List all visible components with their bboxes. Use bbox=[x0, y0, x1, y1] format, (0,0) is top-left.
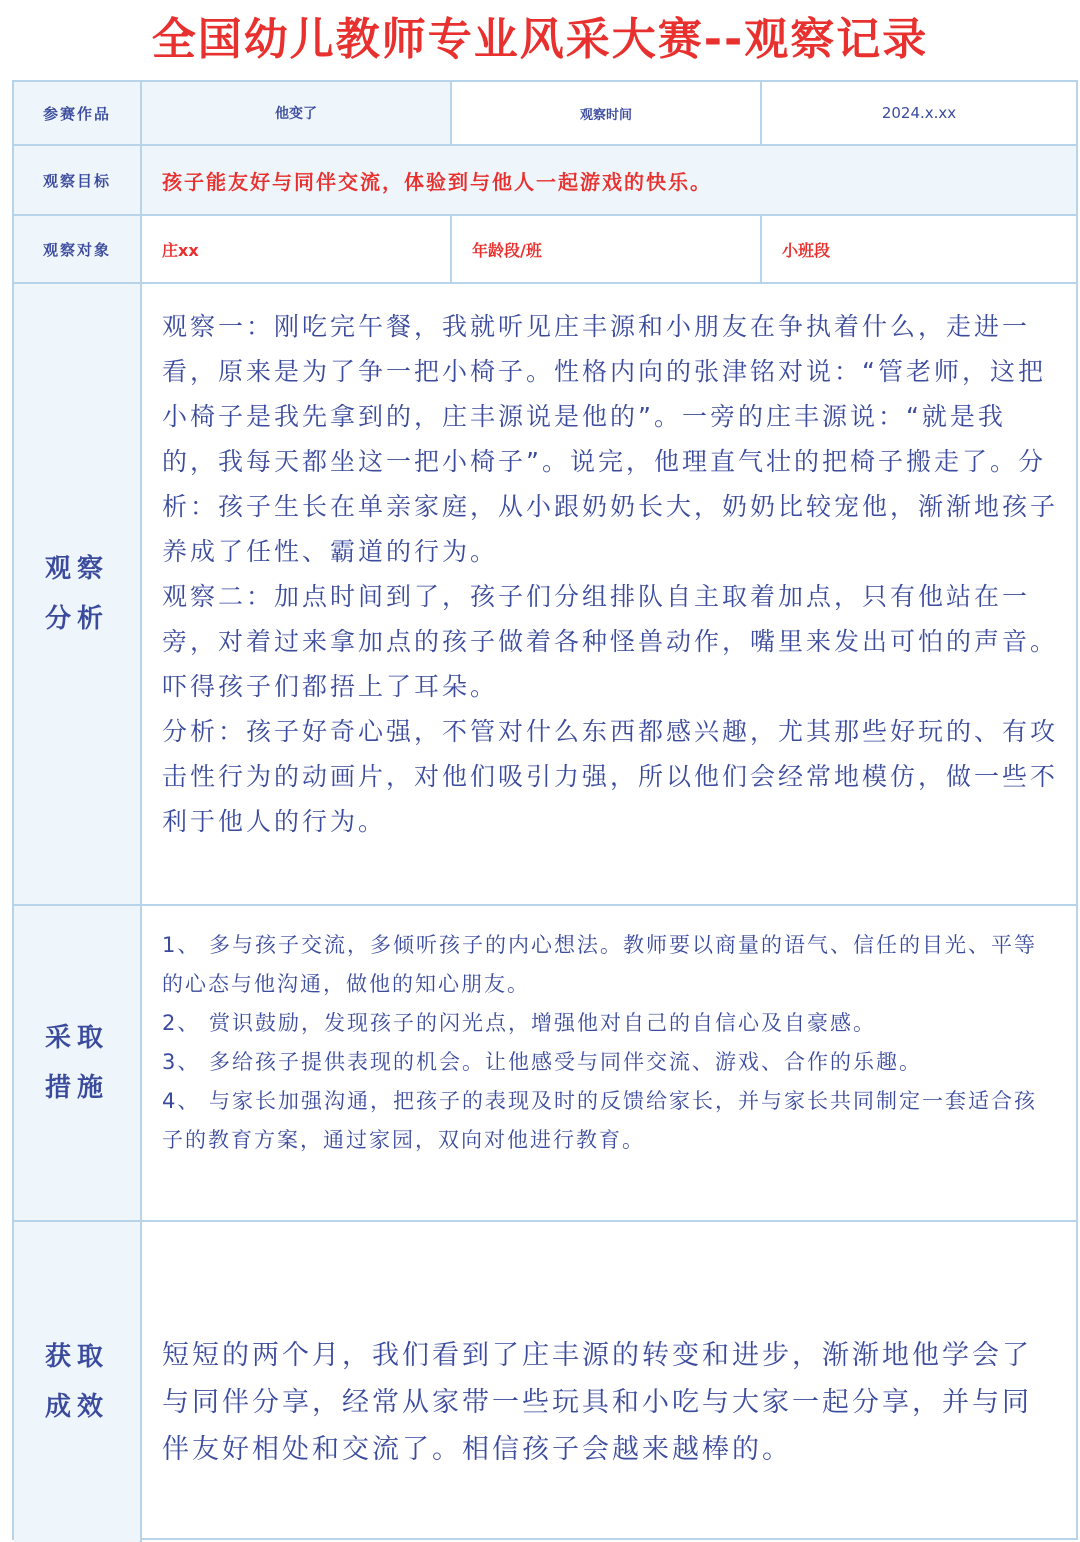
work-title: 他变了 bbox=[142, 82, 450, 144]
label-goal: 观察目标 bbox=[14, 146, 142, 214]
label-measures: 采取 措施 bbox=[14, 906, 142, 1220]
measures-list bbox=[162, 926, 1058, 1160]
row-analysis bbox=[14, 284, 1076, 906]
observation-time-label: 观察时间 bbox=[450, 82, 760, 144]
row-subject bbox=[14, 216, 1076, 284]
row-measures bbox=[14, 906, 1076, 1222]
observation-table bbox=[12, 80, 1078, 1540]
results-text: 短短的两个月，我们看到了庄丰源的转变和进步，渐渐地他学会了与同伴分享，经常从家带一些玩具和小吃与大家一起分享，并与同伴友好相处和交流了。相信孩子会越来越棒的。 bbox=[162, 1340, 1032, 1465]
list-item: 3、 多给孩子提供表现的机会。让他感受与同伴交流、游戏、合作的乐趣。 bbox=[162, 1050, 923, 1074]
page-title: 全国幼儿教师专业风采大赛--观察记录 bbox=[151, 14, 929, 65]
age-label: 年龄段/班 bbox=[450, 216, 760, 282]
list-item: 1、 多与孩子交流，多倾听孩子的内心想法。教师要以商量的语气、信任的目光、平等的心态与他沟通，做他的知心朋友。 bbox=[162, 933, 1038, 996]
label-subject: 观察对象 bbox=[14, 216, 142, 282]
analysis-text: 观察一：刚吃完午餐，我就听见庄丰源和小朋友在争执着什么，走进一看，原来是为了争一把小椅子。性格内向的张津铭对说：“管老师，这把小椅子是我先拿到的，庄丰源说是他的”。一旁的庄丰源说：“就是我的，我每天都坐这一把小椅子”。说完，他理直气壮的把椅子搬走了。分析：孩子生长在单亲家庭，从小跟奶奶长大，奶奶比较宠他，渐渐地孩子养成了任性、霸道的行为。 观察二：加点时间到了，孩子们分组排队自主取着加点，只有他站在一旁，对着过来拿加点的孩子做着各种怪兽动作，嘴里来发出可怕的声音。吓得孩子们都捂上了耳朵。 分析：孩子好奇心强，不管对什么东西都感兴趣，尤其那些好玩的、有攻击性行为的动画片，对他们吸引力强，所以他们会经常地模仿，做一些不利于他人的行为。 bbox=[162, 312, 1059, 836]
row-results bbox=[14, 1222, 1076, 1542]
label-work: 参赛作品 bbox=[14, 82, 142, 144]
observation-time-value: 2024.x.xx bbox=[760, 82, 1076, 144]
age-value: 小班段 bbox=[760, 216, 1076, 282]
label-analysis: 观察 分析 bbox=[14, 284, 142, 904]
list-item: 2、 赏识鼓励，发现孩子的闪光点，增强他对自己的自信心及自豪感。 bbox=[162, 1011, 877, 1035]
observation-goal: 孩子能友好与同伴交流，体验到与他人一起游戏的快乐。 bbox=[142, 146, 1076, 214]
row-goal bbox=[14, 146, 1076, 216]
list-item: 4、 与家长加强沟通，把孩子的表现及时的反馈给家长，并与家长共同制定一套适合孩子的教育方案，通过家园，双向对他进行教育。 bbox=[162, 1089, 1038, 1152]
subject-name: 庄xx bbox=[162, 240, 199, 260]
row-work bbox=[14, 82, 1076, 146]
label-results: 获取 成效 bbox=[14, 1222, 142, 1542]
